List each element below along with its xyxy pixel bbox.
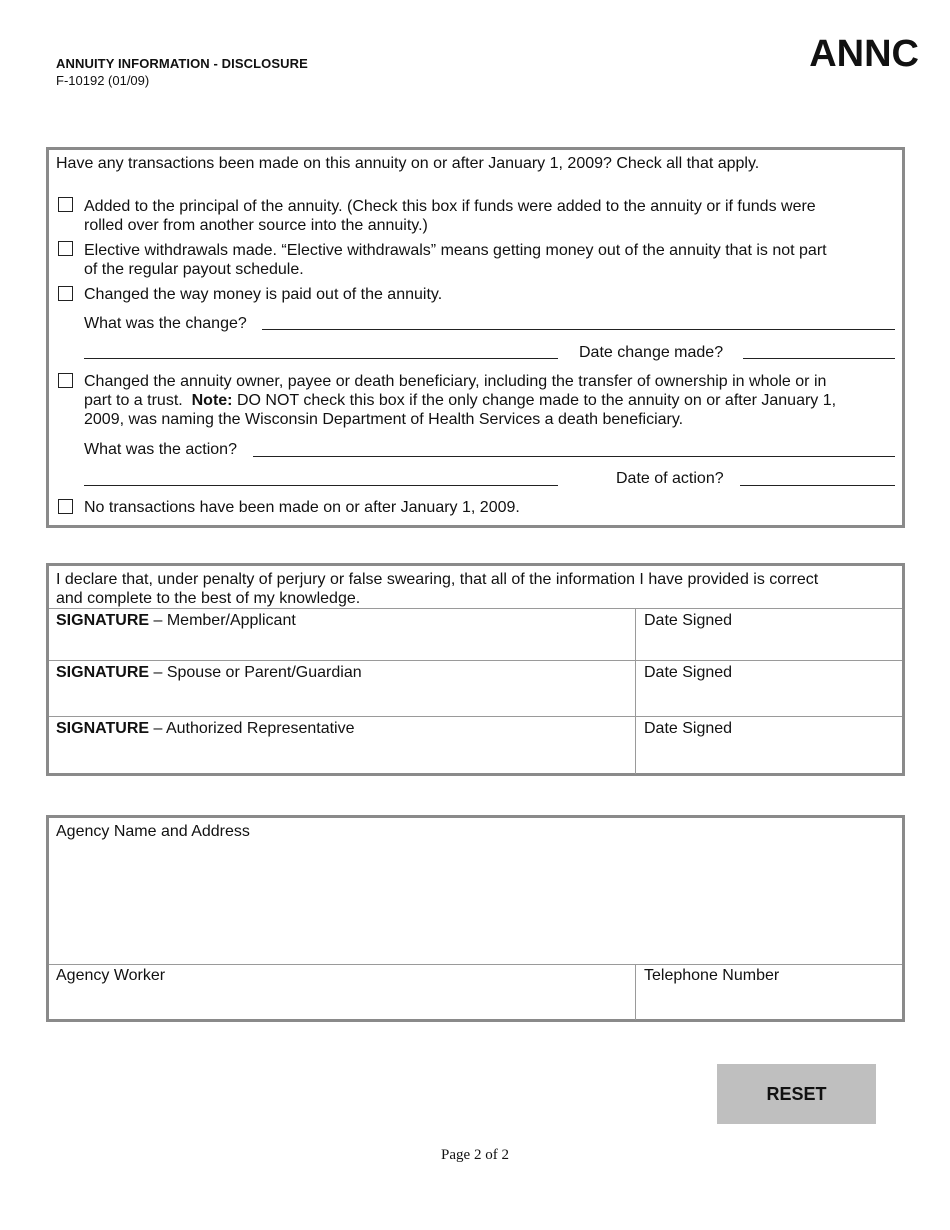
signature-spouse-suffix: – Spouse or Parent/Guardian: [149, 664, 362, 681]
telephone-number-field[interactable]: [644, 987, 894, 1015]
checkbox-added-principal[interactable]: [58, 197, 73, 212]
checkbox-changed-payout[interactable]: [58, 286, 73, 301]
transactions-section: [46, 147, 905, 528]
agency-worker-field[interactable]: [56, 987, 626, 1015]
option-changed-owner-line3: 2009, was naming the Wisconsin Department of Health Services a death beneficiary.: [84, 411, 684, 428]
signature-bold: SIGNATURE: [56, 664, 150, 681]
action-label: What was the action?: [84, 441, 237, 458]
note-label: Note:: [191, 392, 233, 409]
signature-spouse-label: [56, 663, 362, 682]
column-divider: [635, 717, 636, 774]
form-number: F-10192 (01/09): [56, 73, 150, 88]
signature-row-representative: [49, 716, 902, 774]
signature-bold: SIGNATURE: [56, 720, 150, 737]
checkbox-elective-withdrawals[interactable]: [58, 241, 73, 256]
option-added-principal-line1: Added to the principal of the annuity. (Check this box if funds were added to the annuity or if funds were: [84, 198, 816, 215]
agency-worker-label: Agency Worker: [56, 967, 166, 984]
option-added-principal-line2: rolled over from another source into the annuity.): [84, 217, 428, 234]
signature-member-suffix: – Member/Applicant: [149, 612, 296, 629]
telephone-number-label: Telephone Number: [644, 967, 780, 984]
agency-name-address-field[interactable]: [56, 844, 894, 960]
declaration-statement-line1: I declare that, under penalty of perjury or false swearing, that all of the information I have provided is correct: [56, 571, 819, 588]
option-elective-withdrawals-line1: Elective withdrawals made. “Elective withdrawals” means getting money out of the annuity that is not part: [84, 242, 827, 259]
agency-name-address-label: Agency Name and Address: [56, 823, 250, 840]
signature-spouse-field[interactable]: [56, 685, 626, 713]
signature-row-member: [49, 608, 902, 661]
signature-member-field[interactable]: [56, 631, 626, 657]
option-changed-owner-line1: Changed the annuity owner, payee or death beneficiary, including the transfer of ownership in whole or in: [84, 373, 827, 390]
change-label: What was the change?: [84, 315, 247, 332]
signature-row-spouse: [49, 660, 902, 717]
agency-worker-row: [49, 964, 902, 1020]
change-input-continued[interactable]: [84, 358, 558, 359]
option-changed-payout: Changed the way money is paid out of the annuity.: [84, 286, 443, 303]
change-date-label: Date change made?: [579, 344, 724, 361]
form-title: ANNUITY INFORMATION - DISCLOSURE: [56, 56, 308, 71]
column-divider: [635, 609, 636, 661]
signature-member-label: [56, 611, 296, 630]
date-signed-representative-label: Date Signed: [644, 720, 733, 737]
change-date-input[interactable]: [743, 358, 895, 359]
action-date-label: Date of action?: [616, 470, 724, 487]
option-changed-owner-pre: part to a trust.: [84, 392, 192, 409]
action-input-continued[interactable]: [84, 485, 558, 486]
signature-bold: SIGNATURE: [56, 612, 150, 629]
signature-representative-label: [56, 719, 355, 738]
date-signed-member-field[interactable]: [644, 631, 894, 657]
date-signed-spouse-label: Date Signed: [644, 664, 733, 681]
declaration-section: [46, 563, 905, 776]
reset-button[interactable]: RESET: [717, 1064, 876, 1124]
transactions-question: Have any transactions been made on this annuity on or after January 1, 2009? Check all that apply.: [56, 155, 760, 172]
option-changed-owner-line2: [84, 391, 836, 410]
action-input[interactable]: [253, 456, 895, 457]
declaration-statement-line2: and complete to the best of my knowledge.: [56, 590, 361, 607]
date-signed-representative-field[interactable]: [644, 741, 894, 769]
signature-representative-field[interactable]: [56, 741, 626, 769]
change-input[interactable]: [262, 329, 895, 330]
action-date-input[interactable]: [740, 485, 895, 486]
page-number: Page 2 of 2: [441, 1147, 509, 1163]
option-no-transactions: No transactions have been made on or after January 1, 2009.: [84, 499, 520, 516]
agency-section: [46, 815, 905, 1022]
column-divider: [635, 965, 636, 1020]
column-divider: [635, 661, 636, 717]
signature-representative-suffix: – Authorized Representative: [149, 720, 355, 737]
option-changed-owner-post: DO NOT check this box if the only change made to the annuity on or after January 1,: [232, 392, 837, 409]
form-code: ANNC: [809, 33, 919, 75]
date-signed-member-label: Date Signed: [644, 612, 733, 629]
checkbox-changed-owner[interactable]: [58, 373, 73, 388]
date-signed-spouse-field[interactable]: [644, 685, 894, 713]
checkbox-no-transactions[interactable]: [58, 499, 73, 514]
option-elective-withdrawals-line2: of the regular payout schedule.: [84, 261, 304, 278]
